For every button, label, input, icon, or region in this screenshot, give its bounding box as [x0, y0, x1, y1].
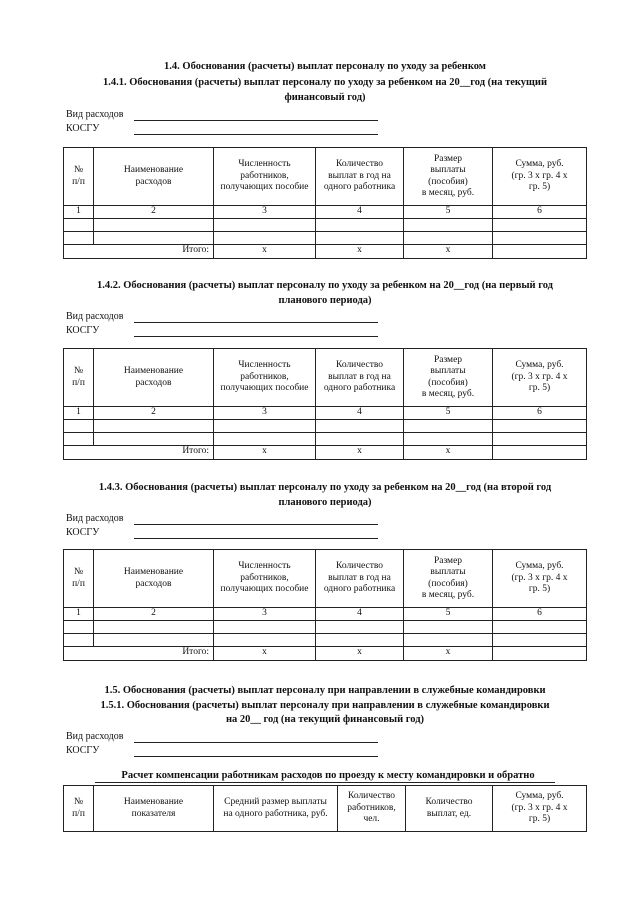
table-number-row: [64, 407, 587, 420]
cell[interactable]: [316, 218, 404, 231]
num-cell: 2: [94, 407, 214, 420]
num-cell: 4: [316, 608, 404, 621]
total-sum-cell[interactable]: [493, 244, 587, 258]
col-headcount-header: Численность работников, получающих пособие: [214, 349, 316, 407]
col-amount-header: Размер выплаты (пособия) в месяц, руб.: [404, 550, 493, 608]
num-cell: 6: [493, 206, 587, 219]
kosgu-label: КОСГУ: [66, 325, 100, 336]
cell[interactable]: [316, 432, 404, 445]
num-cell: 1: [64, 608, 94, 621]
col-num-header: № п/п: [64, 349, 94, 407]
table-row: [64, 231, 587, 244]
table-1-4-3: [63, 549, 587, 661]
num-cell: 3: [214, 407, 316, 420]
cell[interactable]: [493, 633, 587, 646]
col-sum-header: Сумма, руб. (гр. 3 х гр. 4 х гр. 5): [493, 148, 587, 206]
cell[interactable]: [94, 633, 214, 646]
cell[interactable]: [214, 620, 316, 633]
cell[interactable]: [214, 432, 316, 445]
vid-rashodov-label: Вид расходов: [66, 311, 124, 322]
cell[interactable]: [404, 419, 493, 432]
table-number-row: [64, 608, 587, 621]
table-total-row: [64, 445, 587, 459]
cell[interactable]: [64, 419, 94, 432]
num-cell: 5: [404, 206, 493, 219]
section-1-4-1-title-line1: 1.4.1. Обоснования (расчеты) выплат персоналу по уходу за ребенком на 20__год (на текущий: [102, 77, 548, 88]
vid-rashodov-label: Вид расходов: [66, 513, 124, 524]
num-cell: 4: [316, 206, 404, 219]
total-x-cell: x: [404, 445, 493, 459]
num-cell: 2: [94, 206, 214, 219]
kosgu-label: КОСГУ: [66, 123, 100, 134]
num-cell: 1: [64, 206, 94, 219]
cell[interactable]: [404, 432, 493, 445]
col-amount-header: Размер выплаты (пособия) в месяц, руб.: [404, 148, 493, 206]
total-x-cell: x: [214, 646, 316, 660]
col-sum-header: Сумма, руб. (гр. 3 х гр. 4 х гр. 5): [493, 550, 587, 608]
cell[interactable]: [404, 633, 493, 646]
section-1-4-3-title-line2: планового периода): [278, 497, 372, 508]
table-row: [64, 432, 587, 445]
total-label: Итого:: [64, 244, 214, 258]
cell[interactable]: [316, 633, 404, 646]
section-1-5-1-title-line2: на 20__ год (на текущий финансовый год): [225, 714, 425, 725]
table-total-row: [64, 646, 587, 660]
col-employees-header: Количество работников, чел.: [338, 786, 406, 832]
total-x-cell: x: [214, 244, 316, 258]
col-avg-payment-header: Средний размер выплаты на одного работника, руб.: [214, 786, 338, 832]
cell[interactable]: [94, 231, 214, 244]
col-num-header: № п/п: [64, 148, 94, 206]
kosgu-line: [134, 336, 378, 337]
calc-title-underline: [95, 782, 555, 783]
cell[interactable]: [493, 218, 587, 231]
num-cell: 5: [404, 407, 493, 420]
num-cell: 5: [404, 608, 493, 621]
num-cell: 4: [316, 407, 404, 420]
cell[interactable]: [94, 218, 214, 231]
col-sum-header: Сумма, руб. (гр. 3 х гр. 4 х гр. 5): [493, 786, 587, 832]
section-1-5-title: 1.5. Обоснования (расчеты) выплат персоналу при направлении в служебные командировки: [104, 685, 546, 696]
table-1-4-2: [63, 348, 587, 460]
table-1-4-1: [63, 147, 587, 259]
cell[interactable]: [493, 432, 587, 445]
vid-rashodov-label: Вид расходов: [66, 109, 124, 120]
vid-rashodov-line: [134, 524, 378, 525]
total-x-cell: x: [316, 244, 404, 258]
cell[interactable]: [404, 620, 493, 633]
col-num-header: № п/п: [64, 550, 94, 608]
vid-rashodov-line: [134, 742, 378, 743]
section-1-4-2-title-line1: 1.4.2. Обоснования (расчеты) выплат персоналу по уходу за ребенком на 20__год (на первый год: [97, 280, 553, 291]
num-cell: 6: [493, 608, 587, 621]
col-headcount-header: Численность работников, получающих пособие: [214, 148, 316, 206]
cell[interactable]: [94, 432, 214, 445]
table-1-5-1: [63, 785, 587, 832]
total-x-cell: x: [316, 646, 404, 660]
cell[interactable]: [316, 620, 404, 633]
total-sum-cell[interactable]: [493, 445, 587, 459]
col-sum-header: Сумма, руб. (гр. 3 х гр. 4 х гр. 5): [493, 349, 587, 407]
col-headcount-header: Численность работников, получающих пособие: [214, 550, 316, 608]
calc-title: Расчет компенсации работникам расходов по проезду к месту командировки и обратно: [121, 770, 535, 781]
cell[interactable]: [64, 231, 94, 244]
kosgu-line: [134, 134, 378, 135]
num-cell: 6: [493, 407, 587, 420]
total-x-cell: x: [404, 244, 493, 258]
vid-rashodov-line: [134, 322, 378, 323]
num-cell: 1: [64, 407, 94, 420]
table-row: [64, 620, 587, 633]
kosgu-line: [134, 538, 378, 539]
num-cell: 3: [214, 608, 316, 621]
kosgu-label: КОСГУ: [66, 527, 100, 538]
col-name-header: Наименование показателя: [94, 786, 214, 832]
col-name-header: Наименование расходов: [94, 550, 214, 608]
col-name-header: Наименование расходов: [94, 349, 214, 407]
table-header-row: [64, 786, 587, 832]
total-x-cell: x: [404, 646, 493, 660]
cell[interactable]: [214, 218, 316, 231]
total-sum-cell[interactable]: [493, 646, 587, 660]
cell[interactable]: [94, 620, 214, 633]
section-1-4-3-title-line1: 1.4.3. Обоснования (расчеты) выплат персоналу по уходу за ребенком на 20__год (на второй год: [98, 482, 552, 493]
kosgu-label: КОСГУ: [66, 745, 100, 756]
col-name-header: Наименование расходов: [94, 148, 214, 206]
cell[interactable]: [214, 419, 316, 432]
kosgu-line: [134, 756, 378, 757]
total-x-cell: x: [214, 445, 316, 459]
section-1-4-1-title-line2: финансовый год): [284, 92, 366, 103]
col-payments-header: Количество выплат в год на одного работника: [316, 349, 404, 407]
col-payments-header: Количество выплат в год на одного работника: [316, 550, 404, 608]
vid-rashodov-line: [134, 120, 378, 121]
col-payments-header: Количество выплат в год на одного работника: [316, 148, 404, 206]
table-total-row: [64, 244, 587, 258]
total-label: Итого:: [64, 646, 214, 660]
table-header-row: [64, 349, 587, 407]
section-1-4-title: 1.4. Обоснования (расчеты) выплат персоналу по уходу за ребенком: [164, 61, 486, 72]
total-x-cell: x: [316, 445, 404, 459]
cell[interactable]: [404, 218, 493, 231]
num-cell: 2: [94, 608, 214, 621]
cell[interactable]: [64, 633, 94, 646]
col-num-header: № п/п: [64, 786, 94, 832]
table-row: [64, 633, 587, 646]
section-1-5-1-title-line1: 1.5.1. Обоснования (расчеты) выплат персоналу при направлении в служебные командировки: [100, 700, 550, 711]
cell[interactable]: [316, 419, 404, 432]
cell[interactable]: [316, 231, 404, 244]
cell[interactable]: [493, 231, 587, 244]
vid-rashodov-label: Вид расходов: [66, 731, 124, 742]
cell[interactable]: [64, 620, 94, 633]
table-row: [64, 419, 587, 432]
cell[interactable]: [404, 231, 493, 244]
cell[interactable]: [64, 432, 94, 445]
num-cell: 3: [214, 206, 316, 219]
table-row: [64, 218, 587, 231]
cell[interactable]: [214, 231, 316, 244]
cell[interactable]: [64, 218, 94, 231]
col-payments-count-header: Количество выплат, ед.: [406, 786, 493, 832]
cell[interactable]: [493, 419, 587, 432]
cell[interactable]: [214, 633, 316, 646]
table-header-row: [64, 550, 587, 608]
cell[interactable]: [94, 419, 214, 432]
table-header-row: [64, 148, 587, 206]
total-label: Итого:: [64, 445, 214, 459]
col-amount-header: Размер выплаты (пособия) в месяц, руб.: [404, 349, 493, 407]
cell[interactable]: [493, 620, 587, 633]
section-1-4-2-title-line2: планового периода): [278, 295, 372, 306]
table-number-row: [64, 206, 587, 219]
